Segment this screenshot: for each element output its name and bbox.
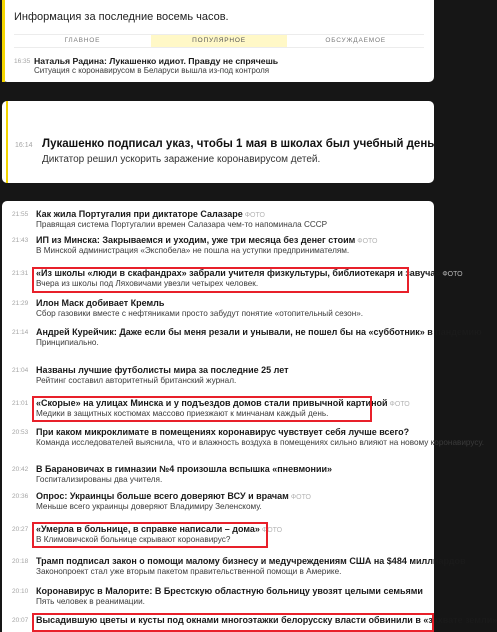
item-title-text: Высадившую цветы и кусты под окнами многоэтажки белорусску власти обвинили в «захвате земли» [36, 615, 497, 625]
item-subtitle: В Минской администрация «Экспобела» не пошла на уступки предпринимателям. [36, 246, 350, 255]
item-title-text: При каком микроклимате в помещениях коронавирус чувствует себя лучше всего? [36, 427, 410, 437]
photo-badge: ФОТО [261, 527, 283, 534]
item-time: 16:35 [14, 58, 31, 65]
highlight-box [32, 396, 372, 422]
highlight-box [32, 522, 268, 548]
item-title[interactable] [36, 209, 265, 219]
photo-badge: ФОТО [244, 212, 265, 219]
item-subtitle: Медики в защитных костюмах массово приезжают к минчанам каждый день. [36, 409, 329, 418]
item-title-text: Илон Маск добивает Кремль [36, 298, 165, 308]
tab-main[interactable]: ГЛАВНОЕ [64, 37, 101, 44]
item-title-text: «Скорые» на улицах Минска и у подъездов домов стали привычной картиной [36, 398, 388, 408]
item-title[interactable] [36, 235, 377, 245]
item-subtitle: Сбор газовики вместе с нефтяниками просто забудут понятие «отопительный сезон». [36, 309, 364, 318]
item-subtitle: В Климовичской больнице скрывают коронавирус? [36, 535, 231, 544]
item-title-text: Коронавирус в Малорите: В Брестскую областную больницу увозят целыми семьями [36, 586, 423, 596]
item-time: 20:10 [12, 588, 29, 595]
item-subtitle: Команда исследователей выяснила, что и влажность воздуха в помещениях сильно влияют на новому коронавирусу. [36, 438, 485, 447]
accent-line [6, 101, 8, 183]
news-tabs [14, 34, 424, 48]
accent-line [2, 0, 5, 82]
item-time: 20:07 [12, 617, 29, 624]
item-title-text: В Барановичах в гимназии №4 произошла вспышка «пневмонии» [36, 464, 333, 474]
item-subtitle: Законопроект стал уже вторым пакетом правительственной помощи в Америке. [36, 567, 342, 576]
item-title[interactable] [36, 491, 311, 501]
item-time: 21:55 [12, 211, 29, 218]
popular-news-panel [2, 0, 434, 82]
item-title-text: ИП из Минска: Закрываемся и уходим, уже три месяца без денег стоим [36, 235, 356, 245]
featured-news-panel [2, 101, 434, 183]
highlight-box [32, 267, 409, 293]
item-title-text: «Умерла в больнице, в справке написали – дома» [36, 524, 260, 534]
item-time: 20:27 [12, 526, 29, 533]
item-title[interactable] [36, 464, 332, 474]
tab-popular[interactable]: ПОПУЛЯРНОЕ [151, 35, 288, 47]
item-subtitle: Рейтинг составил авторитетный британский журнал. [36, 376, 237, 385]
item-time: 20:42 [12, 466, 29, 473]
item-title[interactable] [36, 298, 164, 308]
featured-title[interactable]: Лукашенко подписал указ, чтобы 1 мая в школах был учебный день [42, 138, 435, 150]
item-title[interactable]: Наталья Радина: Лукашенко идиот. Правду не спрячешь [34, 56, 279, 66]
item-time: 21:01 [12, 400, 29, 407]
highlight-box [32, 613, 434, 632]
featured-time: 16:14 [15, 142, 33, 149]
item-time: 20:18 [12, 558, 29, 565]
item-subtitle: Госпитализированы два учителя. [36, 475, 163, 484]
item-subtitle: Вчера из школы под Ляховичами увезли четырех человек. [36, 279, 259, 288]
item-title[interactable] [36, 427, 409, 437]
item-title[interactable] [36, 365, 289, 375]
item-title-text: Названы лучшие футболисты мира за последние 25 лет [36, 365, 289, 375]
item-title-text: Опрос: Украинцы больше всего доверяют ВСУ и врачам [36, 491, 289, 501]
photo-badge: ФОТО [357, 238, 378, 245]
photo-badge: ФОТО [389, 401, 410, 408]
item-time: 21:43 [12, 237, 29, 244]
item-subtitle: Правящая система Португалии времен Салазара чем-то напоминала СССР [36, 220, 328, 229]
item-time: 20:53 [12, 429, 29, 436]
item-title[interactable] [36, 556, 466, 566]
featured-subtitle: Диктатор решил ускорить заражение коронавирусом детей. [42, 154, 321, 165]
tab-discussed[interactable]: ОБСУЖДАЕМОЕ [325, 37, 386, 44]
item-time: 21:29 [12, 300, 29, 307]
item-subtitle: Ситуация с коронавирусом в Беларуси вышла из-под контроля [34, 66, 270, 75]
item-title[interactable] [36, 586, 423, 596]
item-subtitle: Принципиально. [36, 338, 99, 347]
item-title-text: Андрей Курейчик: Даже если бы меня резали и унывали, не пошел бы на «субботник» в пандемию [36, 327, 482, 337]
item-time: 21:14 [12, 329, 29, 336]
news-list-panel [2, 201, 497, 632]
item-title-text: Трамп подписал закон о помощи малому бизнесу и медучреждениям США на $484 миллиардов [36, 556, 466, 566]
item-time: 20:36 [12, 493, 29, 500]
item-subtitle: Меньше всего украинцы доверяют Владимиру Зеленскому. [36, 502, 262, 511]
photo-badge: ФОТО [290, 494, 311, 501]
item-time: 21:04 [12, 367, 29, 374]
item-title-text: «Из школы «люди в скафандрах» забрали учителя физкультуры, библиотекаря и завуча» [36, 268, 441, 278]
item-time: 21:31 [12, 270, 29, 277]
photo-badge: ФОТО [442, 271, 463, 278]
item-title-text: Как жила Португалия при диктаторе Салазаре [36, 209, 243, 219]
info-text: Информация за последние восемь часов. [14, 11, 229, 23]
item-subtitle: Пять человек в реанимации. [36, 597, 145, 606]
item-title[interactable] [36, 327, 482, 337]
